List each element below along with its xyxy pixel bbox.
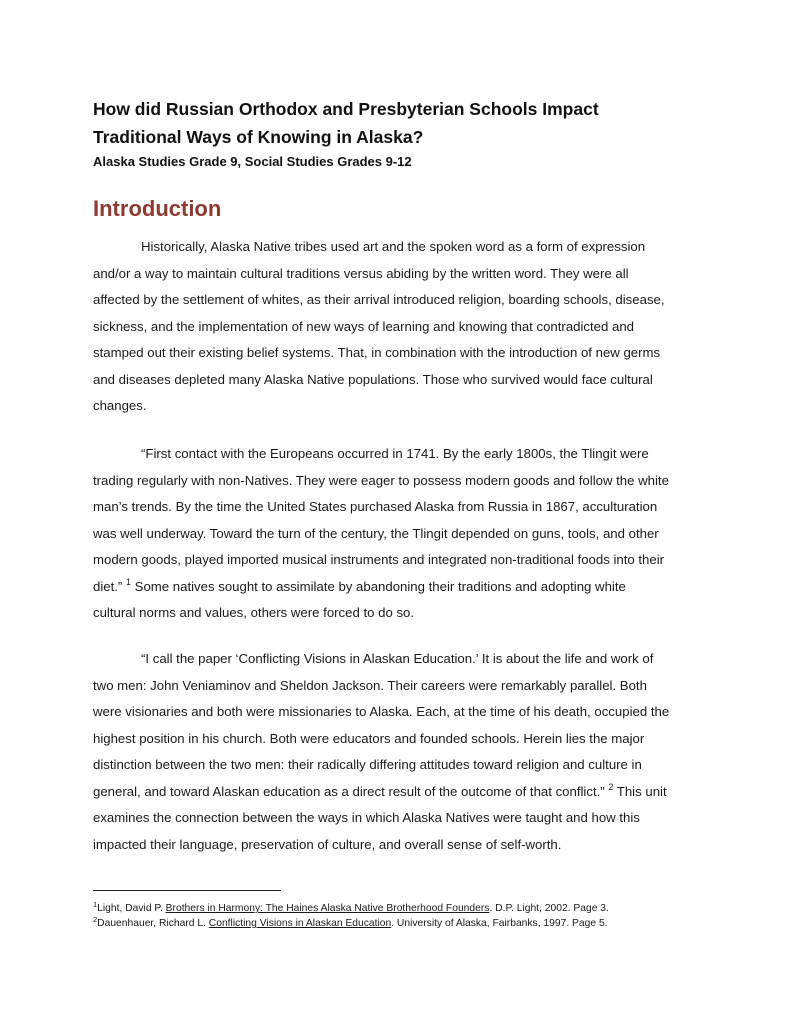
- text-run: general, and toward Alaskan education as a direct result of the outcome of that conflict.”: [93, 783, 609, 799]
- footnote-number: 1: [93, 900, 98, 909]
- footnote-publication: . D.P. Light, 2002. Page 3.: [489, 903, 609, 914]
- title-line-1: How did Russian Orthodox and Presbyterian Schools Impact: [93, 99, 599, 119]
- paragraph-line: was well underway. Toward the turn of the century, the Tlingit depended on guns, tools, and other: [93, 525, 659, 541]
- footnote-author: Dauenhauer, Richard L.: [97, 918, 209, 929]
- paragraph-line: Historically, Alaska Native tribes used art and the spoken word as a form of expression: [141, 239, 646, 254]
- section-heading: Introduction: [93, 196, 222, 221]
- text-run: This unit: [613, 783, 667, 799]
- paragraph-1: [93, 234, 699, 420]
- document-subtitle: Alaska Studies Grade 9, Social Studies Grades 9-12: [93, 154, 412, 169]
- paragraph-line: two men: John Veniaminov and Sheldon Jackson. Their careers were remarkably parallel. Both: [93, 677, 647, 693]
- footnote-ref-1: 1: [125, 576, 131, 587]
- title-line-2: Traditional Ways of Knowing in Alaska?: [93, 127, 424, 147]
- paragraph-2: [93, 441, 699, 627]
- paragraph-line: distinction between the two men: their radically differing attitudes toward religion and culture in: [93, 757, 642, 772]
- paragraph-line: and/or a way to maintain cultural traditions versus abiding by the written word. They were all: [93, 265, 629, 281]
- paragraph-line: changes.: [93, 398, 147, 413]
- footnote-publication: . University of Alaska, Fairbanks, 1997. Page 5.: [391, 918, 608, 929]
- paragraph-line: “First contact with the Europeans occurred in 1741. By the early 1800s, the Tlingit were: [141, 446, 649, 461]
- paragraph-line: sickness, and the implementation of new ways of learning and knowing that contradicted and: [93, 318, 635, 334]
- paragraph-3: [93, 646, 699, 858]
- paragraph-line: man’s trends. By the time the United States purchased Alaska from Russia in 1867, acculturation: [93, 499, 658, 514]
- footnote-work-title: Brothers in Harmony: The Haines Alaska Native Brotherhood Founders: [165, 903, 490, 914]
- footnote-2: [93, 916, 713, 931]
- text-run: Some natives sought to assimilate by abandoning their traditions and adopting white: [131, 578, 626, 594]
- footnote-work-title: Conflicting Visions in Alaskan Education: [208, 918, 392, 929]
- paragraph-line: stamped out their existing belief systems. That, in combination with the introduction of new germs: [93, 345, 661, 360]
- paragraph-line: [93, 574, 699, 601]
- paragraph-line: affected by the settlement of whites, as their arrival introduced religion, boarding schools, disease,: [93, 292, 665, 307]
- paragraph-line: [93, 779, 699, 806]
- paragraph-line: “I call the paper ‘Conflicting Visions in Alaskan Education.’ It is about the life and work of: [141, 651, 654, 666]
- paragraph-line: cultural norms and values, others were forced to do so.: [93, 605, 415, 620]
- footnote-ref-2: 2: [608, 781, 614, 792]
- paragraph-line: were visionaries and both were missionaries to Alaska. Each, at the time of his death, occupied the: [93, 704, 670, 719]
- paragraph-line: modern goods, played imported musical instruments and integrated non-traditional foods into their: [93, 552, 665, 567]
- paragraph-line: trading regularly with non-Natives. They were eager to possess modern goods and follow the white: [93, 472, 669, 488]
- paragraph-line: and diseases depleted many Alaska Native populations. Those who survived would face cultural: [93, 371, 653, 387]
- paragraph-line: impacted their language, preservation of culture, and overall sense of self-worth.: [93, 836, 562, 852]
- document-title: [93, 95, 713, 151]
- paragraph-line: examines the connection between the ways in which Alaska Natives were taught and how this: [93, 810, 640, 825]
- text-run: diet.”: [93, 578, 126, 594]
- footnote-number: 2: [93, 915, 98, 924]
- footnotes: [93, 901, 713, 931]
- paragraph-line: highest position in his church. Both were educators and founded schools. Herein lies the major: [93, 730, 645, 746]
- footnote-author: Light, David P.: [97, 903, 166, 914]
- footnote-divider: [93, 890, 281, 891]
- footnote-1: [93, 901, 713, 916]
